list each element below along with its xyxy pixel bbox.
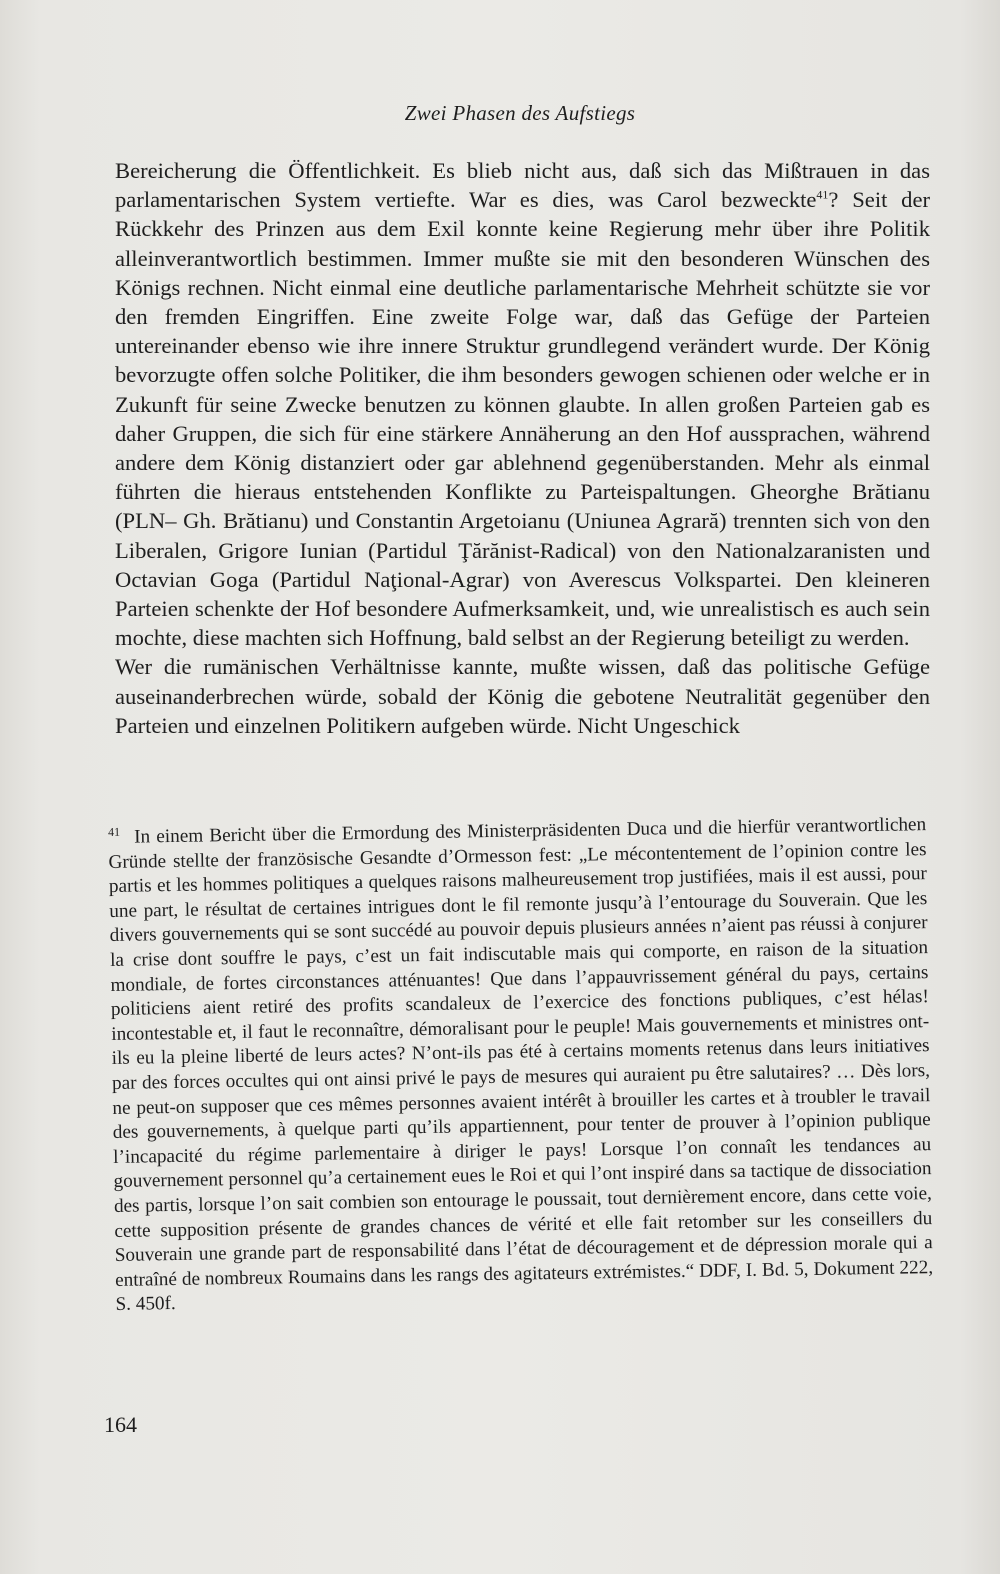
footnote-reference[interactable]: 41 <box>816 187 829 202</box>
main-text <box>115 156 930 740</box>
paragraph-1-text-b: ? Seit der Rückkehr des Prinzen aus dem Exil konnte keine Regierung mehr über ihre Politik alleinverantwortlich bestimmen. Immer mußte sie mit den besonderen Wünschen des Königs rechnen. Nicht einmal eine deutliche parlamentarische Mehrheit schützte sie vor den fremden Eingriffen. Eine zweite Folge war, daß das Gefüge der Parteien untereinander ebenso wie ihre innere Struktur grundlegend verändert wurde. Der König bevorzugte offen solche Politiker, die ihm besonders gewogen schienen oder welche er in Zukunft für seine Zwecke benutzen zu können glaubte. In allen großen Parteien gab es daher Gruppen, die sich für eine stärkere Annäherung an den Hof aussprachen, während andere dem König distanziert oder gar ablehnend gegenüberstanden. Mehr als einmal führten die hieraus entstehenden Konflikte zu Parteispaltungen. Gheorghe Brătianu (PLN– Gh. Brătianu) und Constantin Argetoianu (Uniunea Agrară) trennten sich von den Liberalen, Grigore Iunian (Partidul Ţărănist-Radical) von den Nationalzaranisten und Octavian Goga (Partidul Naţional-Agrar) von Averescus Volkspartei. Den kleineren Parteien schenkte der Hof besondere Aufmerksamkeit, und, wie unrealistisch es auch sein mochte, diese machten sich Hoffnung, bald selbst an der Regierung beteiligt zu werden. <box>115 187 930 651</box>
paragraph-2: Wer die rumänischen Verhältnisse kannte, mußte wissen, daß das politische Gefüge auseinanderbrechen würde, sobald der König die gebotene Neutralität gegenüber den Parteien und einzelnen Politikern aufgeben würde. Nicht Ungeschick <box>115 654 930 738</box>
footnote <box>108 813 934 1318</box>
footnote-text: In einem Bericht über die Ermordung des Ministerpräsidenten Duca und die hierfür verantwortlichen Gründe stellte der französische Gesandte d’Ormesson fest: „Le mécontentement de l’opinion contre les partis et les hommes politiques a quelques raisons malheureusement trop justifiées, mais il est aussi, pour une part, le résultat de certaines intrigues dont le fil remonte jusqu’à l’entourage du Souverain. Que les divers gouvernements qui se sont succédé au pouvoir depuis plusieurs années n’aient pas réussi à conjurer la crise dont souffre le pays, c’est un fait indiscutable mais qui comporte, en raison de la situation mondiale, de fortes circonstances atténuantes! Que dans l’appauvrissement général du pays, certains politiciens aient retiré des profits scandaleux de l’exercice des fonctions publiques, c’est hélas! incontestable et, il faut le reconnaître, démoralisant pour le peuple! Mais gouvernements et ministres ont-ils eu la pleine liberté de leurs actes? N’ont-ils pas été à certains moments retenus dans leurs initiatives par des forces occultes qui ont ainsi privé le pays de mesures qui auraient pu être salutaires? … Dès lors, ne peut-on supposer que ces mêmes personnes avaient intérêt à brouiller les cartes et à troubler le travail des gouvernements, à quelque parti qu’ils appartiennent, pour tenter de prouver à l’opinion publique l’incapacité du régime parlementaire à diriger le pays! Lorsque l’on connaît les tendances au gouvernement personnel qu’a certainement eues le Roi et qui l’ont inspiré dans sa tactique de dissociation des partis, lorsque l’on sait combien son entourage le poussait, tout dernièrement encore, dans cette voie, cette supposition présente de grandes chances de vérité et elle fait retomber sur les conseillers du Souverain une grande part de responsabilité dans l’état de découragement et de dépression morale qui a entraîné de nombreux Roumains dans les rangs des agitateurs extrémistes.“ DDF, I. Bd. 5, Dokument 222, S. 450f. <box>108 814 934 1316</box>
footnote-paragraph <box>108 813 934 1318</box>
footnote-number: 41 <box>107 824 121 839</box>
page-number: 164 <box>104 1412 137 1437</box>
running-header: Zwei Phasen des Aufstiegs <box>404 101 636 125</box>
paragraph-1-text-a: Bereicherung die Öffentlichkeit. Es blieb nicht aus, daß sich das Mißtrauen in das parlamentarischen System vertiefte. War es dies, was Carol bezweckte <box>115 158 930 213</box>
paragraph-1 <box>115 156 930 652</box>
